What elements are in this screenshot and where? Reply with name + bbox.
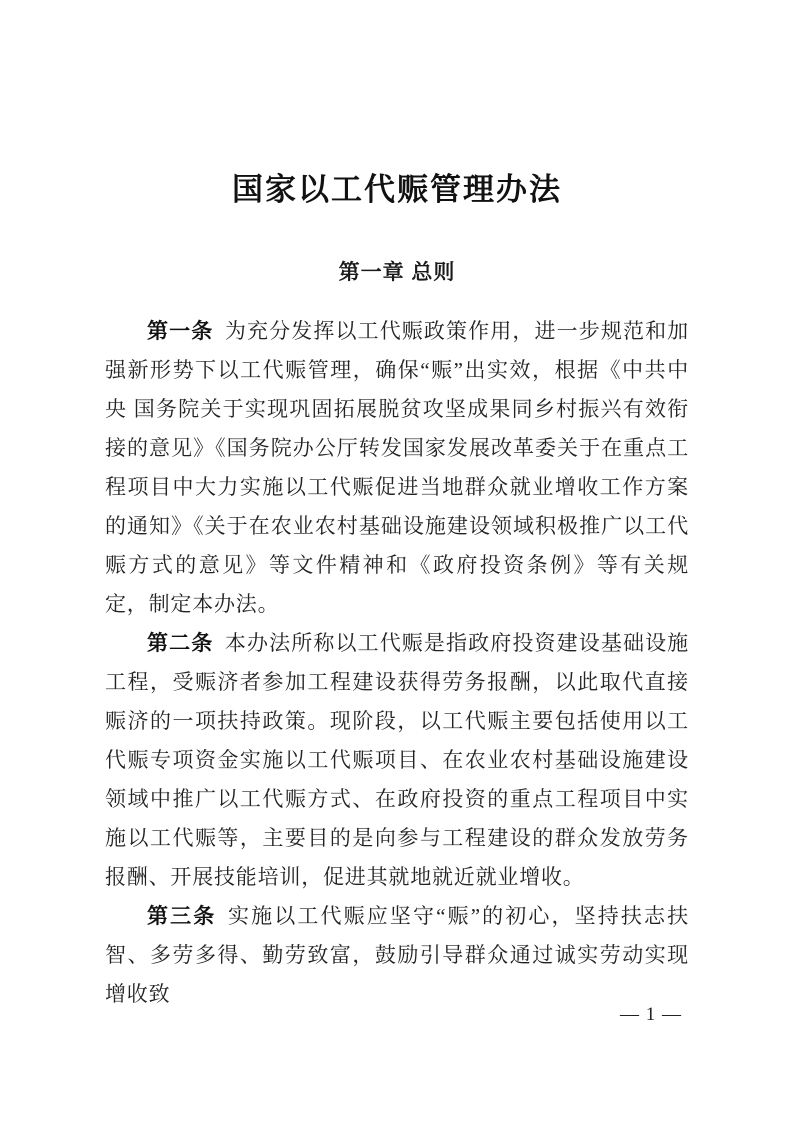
article-2-text: 本办法所称以工代赈是指政府投资建设基础设施工程，受赈济者参加工程建设获得劳务报酬，以此取代直接赈济的一项扶持政策。现阶段，以工代赈主要包括使用以工代赈专项资金实施以工代赈项目、在农业农村基础设施建设领域中推广以工代赈方式、在政府投资的重点工程项目中实施以工代赈等，主要目的是向参与工程建设的群众发放劳务报酬、开展技能培训，促进其就地就近就业增收。 <box>105 631 689 889</box>
article-2-number: 第二条 <box>147 632 214 655</box>
document-body <box>105 312 689 1014</box>
article-3-paragraph <box>105 897 689 1014</box>
article-3-text: 实施以工代赈应坚守“赈”的初心，坚持扶志扶智、多劳多得、勤劳致富，鼓励引导群众通过诚实劳动实现增收致 <box>105 904 689 1006</box>
document-title: 国家以工代赈管理办法 <box>232 172 562 207</box>
article-1-paragraph <box>105 312 689 624</box>
article-1-text: 为充分发挥以工代赈政策作用，进一步规范和加强新形势下以工代赈管理，确保“赈”出实效，根据《中共中央 国务院关于实现巩固拓展脱贫攻坚成果同乡村振兴有效衔接的意见》《国务院办公厅转发国家发展改革委关于在重点工程项目中大力实施以工代赈促进当地群众就业增收工作方案的通知》《关于在农业农村基础设施建设领域积极推广以工代赈方式的意见》等文件精神和《政府投资条例》等有关规定，制定本办法。 <box>105 319 689 616</box>
article-3-number: 第三条 <box>147 905 217 928</box>
article-2-paragraph <box>105 624 689 897</box>
page-number: — 1 — <box>620 1004 682 1025</box>
article-1-number: 第一条 <box>147 320 214 343</box>
chapter-heading: 第一章 总则 <box>338 261 456 284</box>
